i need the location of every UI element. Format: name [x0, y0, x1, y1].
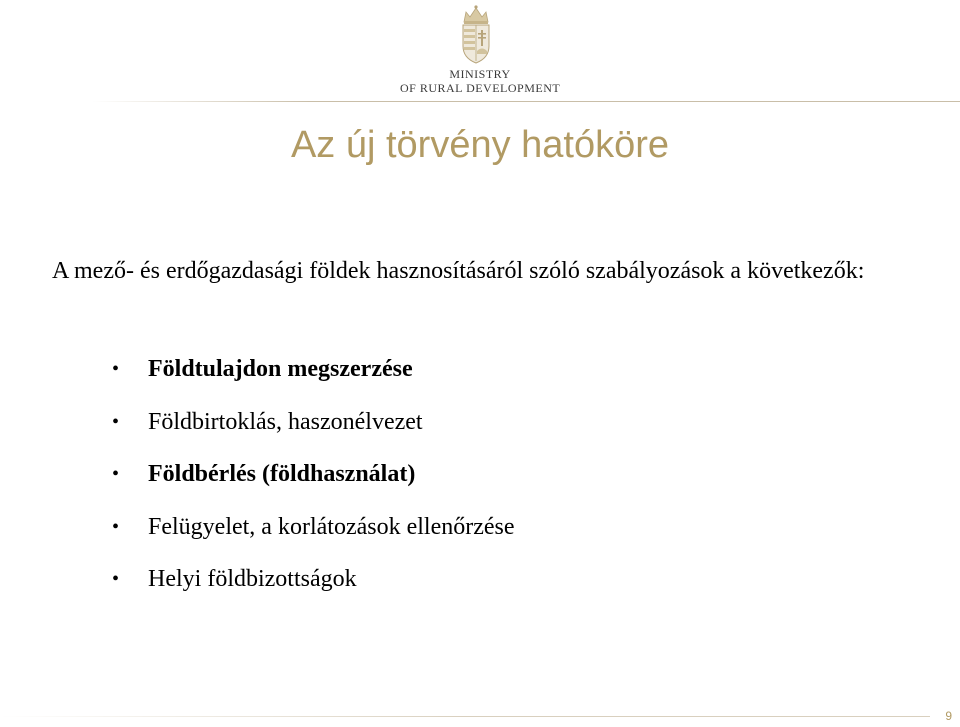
logo-text-ministry: MINISTRY: [449, 67, 511, 81]
slide-title: Az új törvény hatóköre: [290, 124, 670, 166]
bullet-item: [112, 553, 912, 606]
bullet-item: [112, 448, 912, 501]
bullet-text: Helyi földbizottságok: [148, 566, 357, 592]
header-divider: [92, 101, 960, 102]
bullet-item: [112, 501, 912, 554]
hungarian-coat-of-arms-icon: [456, 4, 496, 66]
bullet-text: Felügyelet, a korlátozások ellenőrzése: [148, 513, 515, 540]
bullet-item: [112, 396, 912, 449]
bullet-item: [112, 343, 912, 396]
bullet-icon: •: [112, 568, 120, 590]
bullet-text: Földtulajdon megszerzése: [148, 356, 413, 382]
bullet-list: [112, 343, 912, 606]
bullet-icon: •: [112, 410, 120, 433]
ministry-logo: [400, 4, 560, 96]
footer-divider: [0, 716, 930, 717]
bullet-text: Földbérlés (földhasználat): [148, 461, 416, 487]
bullet-icon: •: [112, 463, 120, 485]
bullet-text: Földbirtoklás, haszonélvezet: [148, 408, 423, 435]
logo-text-rural-development: OF RURAL DEVELOPMENT: [400, 81, 561, 95]
intro-paragraph: A mező- és erdőgazdasági földek hasznosításáról szóló szabályozások a következők:: [52, 258, 865, 284]
bullet-icon: •: [112, 515, 120, 538]
page-number: 9: [945, 709, 952, 723]
bullet-icon: •: [112, 358, 120, 380]
